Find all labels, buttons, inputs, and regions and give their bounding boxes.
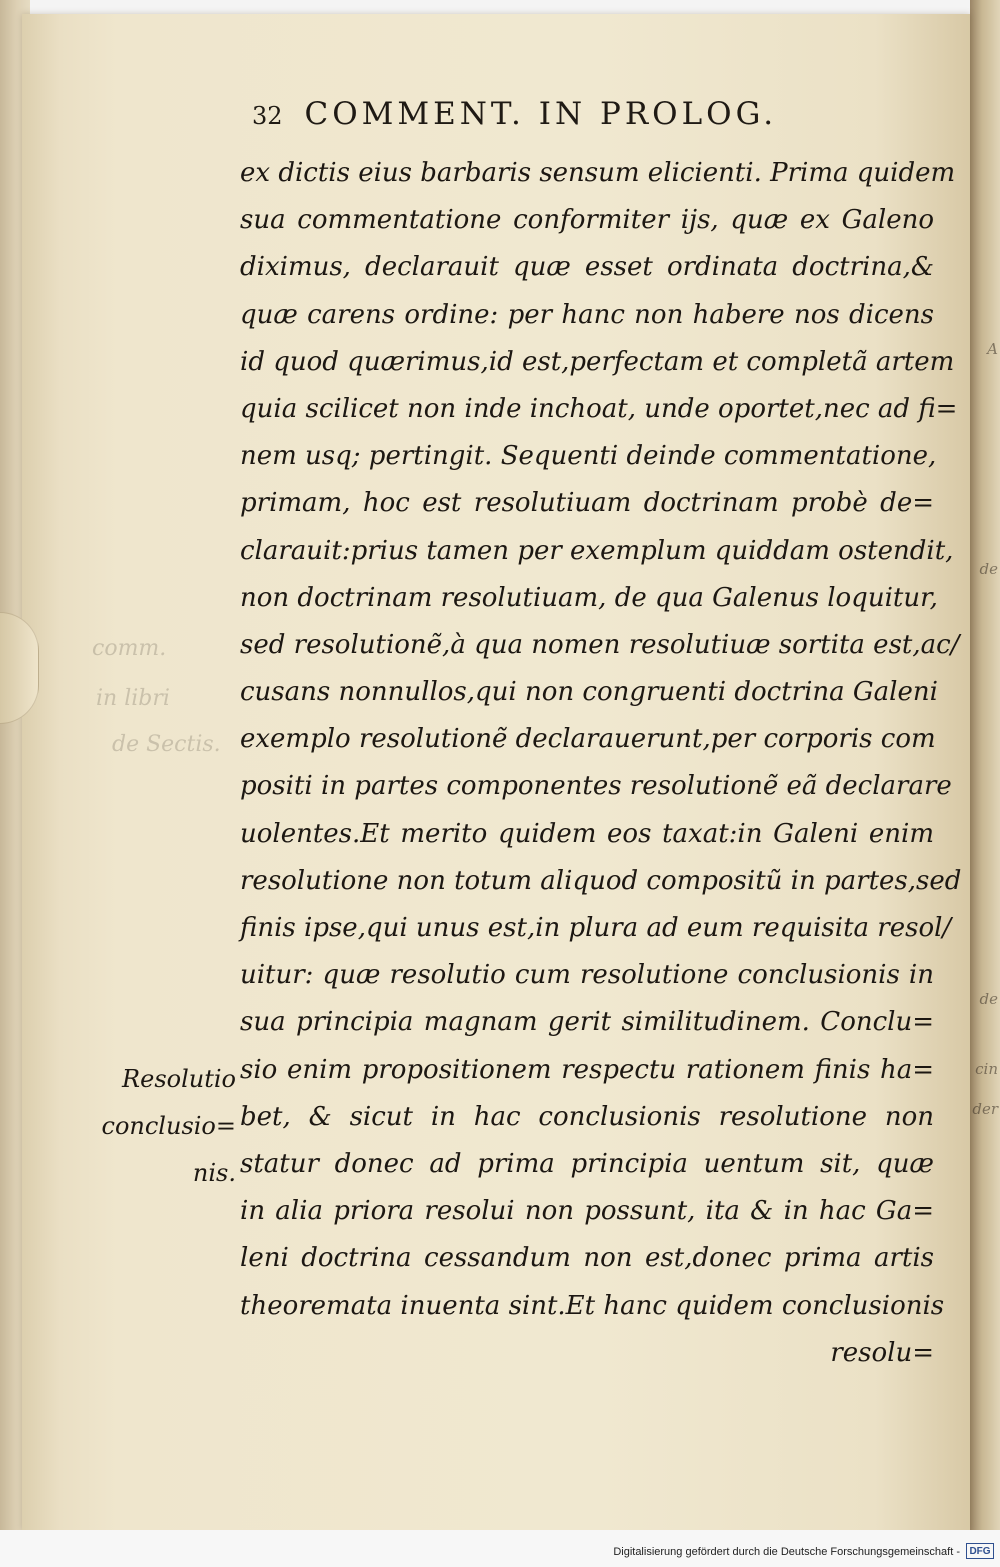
marginal-note-line: nis. [192, 1159, 236, 1188]
text-line: primam, hoc est resolutiuam doctrinam probè de= [240, 488, 934, 519]
text-line: id quod quærimus,id est,perfectam et completã artem [240, 346, 955, 377]
text-line: ex dictis eius barbaris sensum elicienti. Prima quidem [240, 158, 956, 188]
text-line: positi in partes componentes resolutionẽ eã declarare [240, 771, 952, 802]
text-line: leni doctrina cessandum non est,donec prima artis [240, 1243, 934, 1274]
show-through-text: de Sectis. [112, 732, 221, 757]
text-line: uitur: quæ resolutio cum resolutione conclusionis in [240, 960, 934, 991]
right-book-edge: A de de cin der [970, 0, 1000, 1530]
text-line: quia scilicet non inde inchoat, unde oportet,nec ad fi= [240, 393, 958, 424]
running-head [252, 96, 952, 132]
running-title: COMMENT. IN PROLOG. [304, 96, 778, 132]
text-line: theoremata inuenta sint.Et hanc quidem conclusionis [240, 1290, 945, 1321]
dfg-logo: DFG [966, 1543, 994, 1559]
text-line: bet, & sicut in hac conclusionis resolutione non [240, 1101, 934, 1132]
text-line: uolentes.Et merito quidem eos taxat:in Galeni enim [240, 818, 934, 849]
text-line: sed resolutionẽ,à qua nomen resolutiuæ sortita est,ac/ [240, 629, 960, 660]
text-line: nem usq; pertingit. Sequenti deinde commentatione, [240, 441, 937, 472]
body-text [240, 150, 962, 1377]
text-line: non doctrinam resolutiuam, de qua Galenus loquitur, [240, 582, 938, 613]
page-number: 32 [252, 102, 283, 130]
text-line: cusans nonnullos,qui non congruenti doctrina Galeni [240, 677, 938, 708]
show-through-text: in libri [96, 686, 170, 711]
marginal-note-line: conclusio= [101, 1112, 236, 1141]
text-line: clarauit:prius tamen per exemplum quiddam ostendit, [240, 535, 954, 566]
text-line: resolu= [830, 1337, 934, 1368]
text-line: in alia priora resolui non possunt, ita & in hac Ga= [240, 1196, 934, 1227]
text-line: resolutione non totum aliquod compositũ in partes,sed [240, 865, 962, 896]
text-line: statur donec ad prima principia uentum sit, quæ [240, 1148, 934, 1179]
footer-credit: Digitalisierung gefördert durch die Deutsche Forschungsgemeinschaft - [613, 1546, 960, 1558]
text-line: finis ipse,qui unus est,in plura ad eum requisita resol/ [240, 913, 952, 943]
text-line: quæ carens ordine: per hanc non habere nos dicens [240, 299, 934, 330]
text-line: sio enim propositionem respectu rationem finis ha= [240, 1054, 934, 1085]
show-through-text: comm. [92, 636, 167, 661]
text-line: sua commentatione conformiter ijs, quæ ex Galeno [240, 205, 934, 236]
marginal-note-line: Resolutio [122, 1065, 236, 1093]
text-line: sua principia magnam gerit similitudinem. Conclu= [240, 1007, 934, 1038]
marginal-note [92, 1056, 236, 1198]
text-line: exemplo resolutionẽ declarauerunt,per corporis com [240, 724, 936, 755]
text-line: diximus, declarauit quæ esset ordinata doctrina,& [240, 252, 934, 283]
